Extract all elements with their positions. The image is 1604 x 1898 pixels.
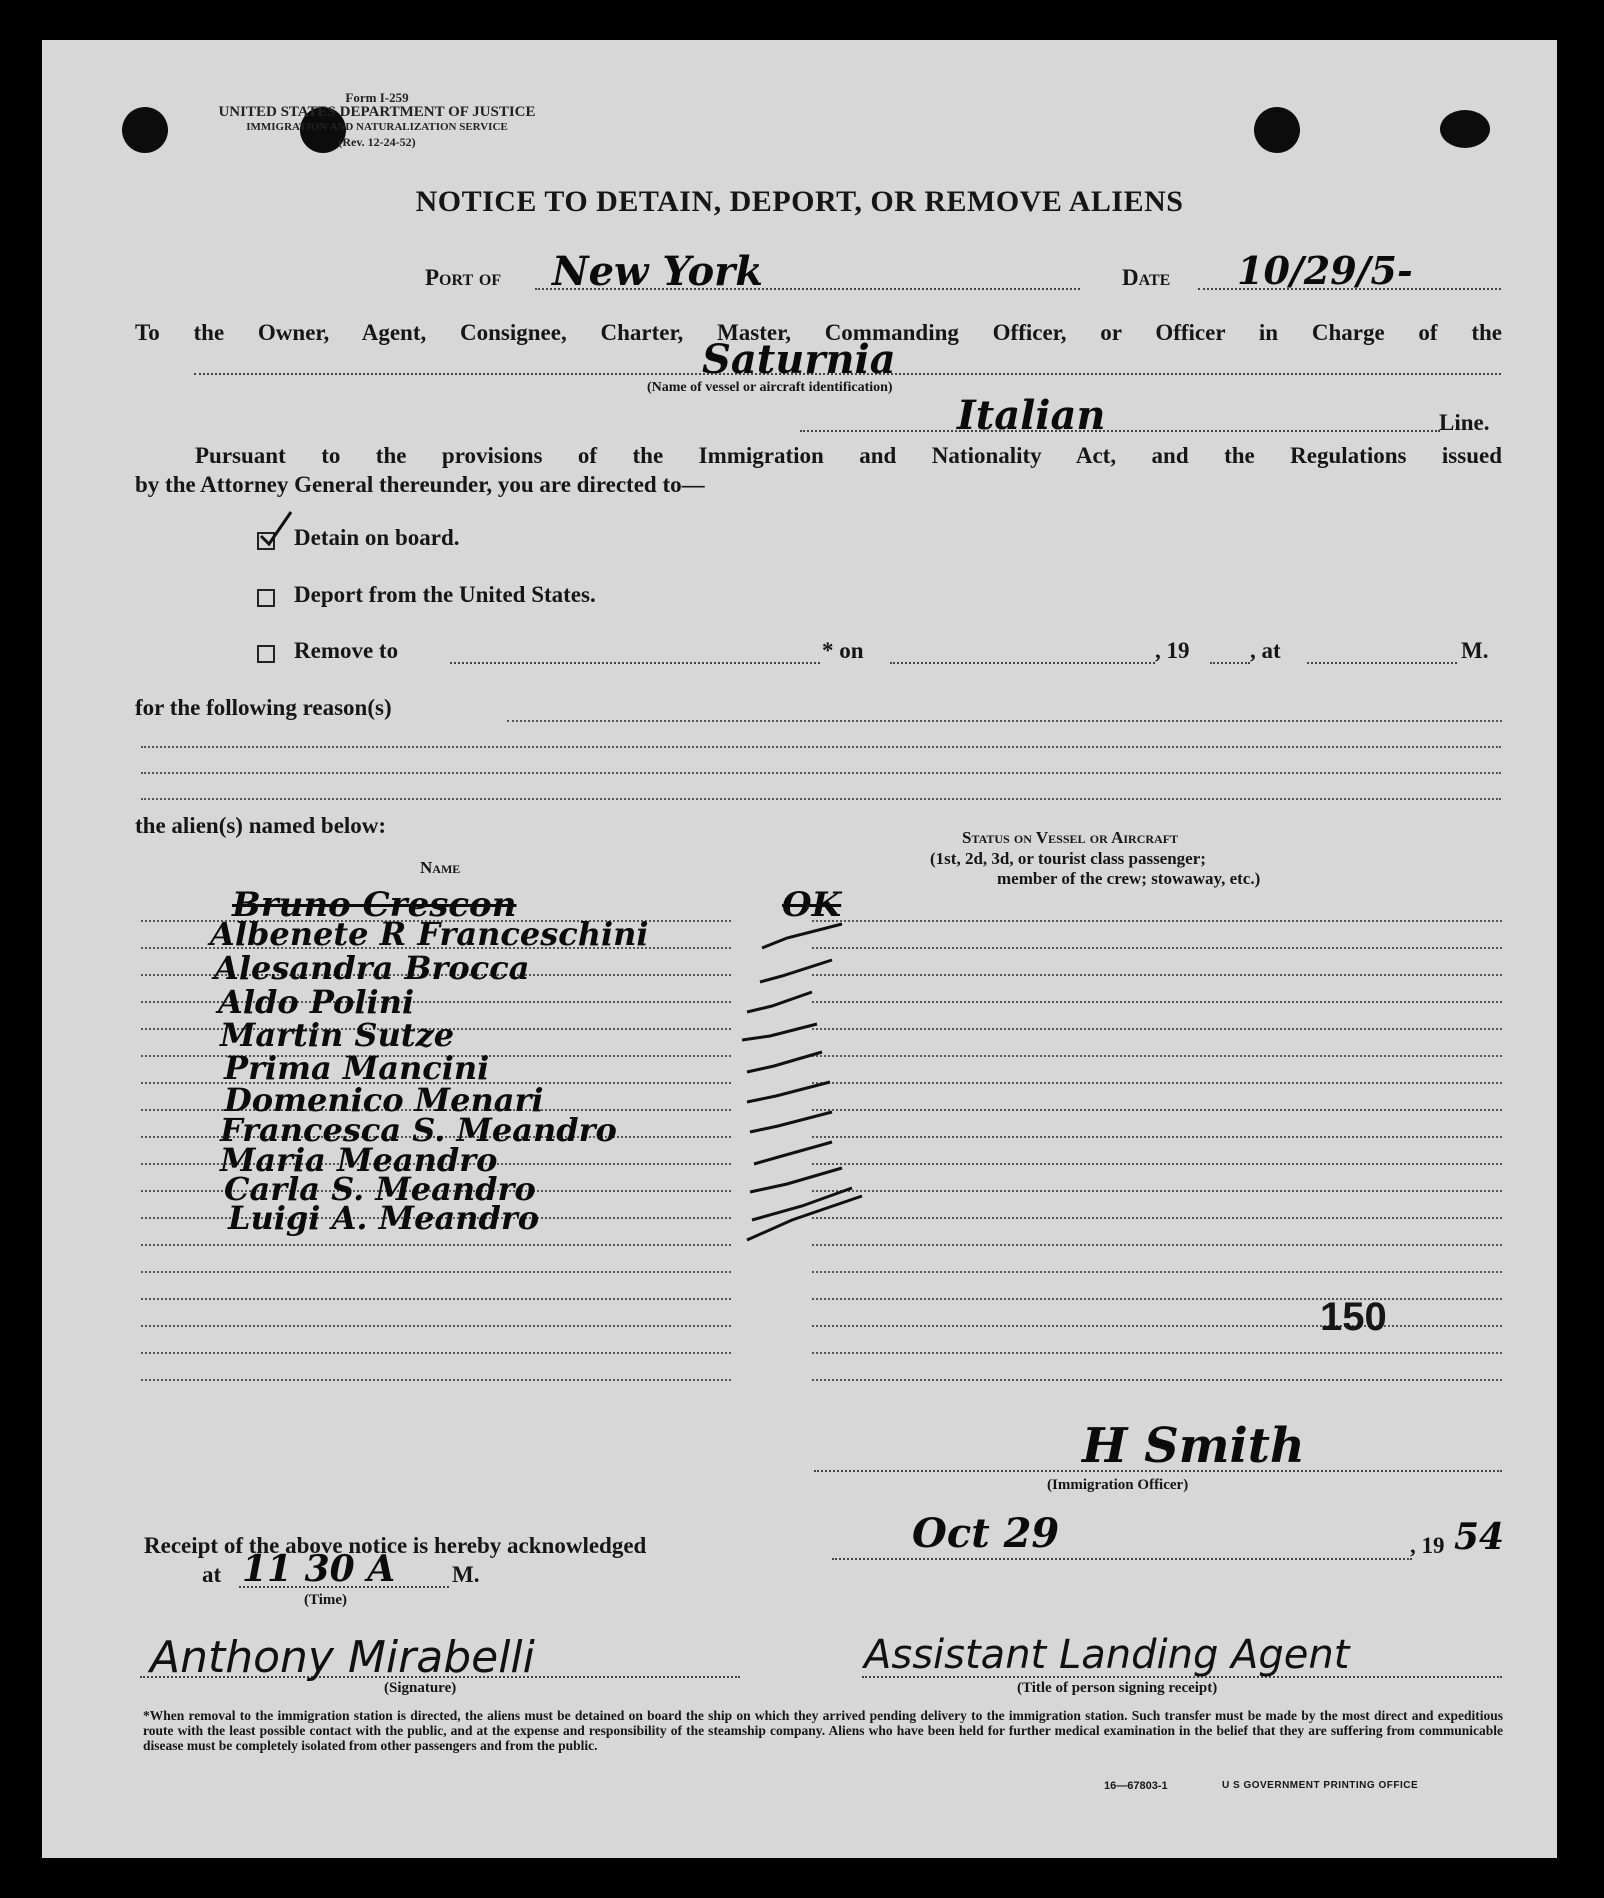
vessel-value: Saturnia (702, 336, 896, 383)
port-label: Port of (425, 265, 502, 290)
table-rule-left (141, 1298, 731, 1300)
receipt-year: 54 (1454, 1516, 1505, 1558)
shipping-line-field (800, 430, 1440, 432)
alien-name: Luigi A. Meandro (228, 1199, 540, 1237)
remove-at-label: , at (1250, 638, 1281, 663)
receipt-signature: Anthony Mirabelli (150, 1632, 535, 1683)
page-title: NOTICE TO DETAIN, DEPORT, OR REMOVE ALIENS (415, 185, 1184, 218)
alien-name: Bruno Crescon (232, 885, 517, 925)
port-value: New York (552, 248, 763, 295)
reason-line-4 (141, 798, 1501, 800)
table-rule-right (812, 1352, 1502, 1354)
at-label: at (202, 1562, 222, 1587)
remove-destination-line (450, 662, 820, 664)
agency-header (137, 90, 617, 150)
deport-checkbox[interactable] (257, 589, 275, 607)
alien-name: Carla S. Meandro (224, 1170, 536, 1208)
printer-name: U S GOVERNMENT PRINTING OFFICE (1222, 1780, 1419, 1791)
table-rule-left (141, 1379, 731, 1381)
alien-name: Domenico Menari (224, 1081, 544, 1119)
date-label: Date (1122, 265, 1171, 290)
shipping-line-value: Italian (957, 392, 1106, 439)
count-mark: 150 (1320, 1295, 1387, 1339)
reason-line-1 (507, 720, 1502, 722)
table-rule-right (812, 1379, 1502, 1381)
remove-date-line (890, 662, 1155, 664)
pursuant-text-2: by the Attorney General thereunder, you are directed to— (135, 472, 705, 497)
receipt-text: Receipt of the above notice is hereby acknowledged (144, 1533, 647, 1558)
status-subheader-2: member of the crew; stowaway, etc.) (997, 869, 1261, 888)
check-marks-icon (692, 920, 992, 1260)
table-rule-right (812, 1325, 1502, 1327)
status-column-header: Status on Vessel or Aircraft (962, 828, 1179, 847)
alien-name: Albenete R Franceschini (210, 915, 649, 953)
punch-hole-right-2 (1440, 110, 1490, 148)
addressee-text: To the Owner, Agent, Consignee, Charter, Master, Commanding Officer, or Officer in Charge of the (135, 320, 1502, 345)
reason-line-3 (141, 772, 1501, 774)
receipt-date-line (832, 1558, 1412, 1560)
pursuant-text-1: Pursuant to the provisions of the Immigration and Nationality Act, and the Regulations issued (195, 443, 1502, 468)
punch-hole-right (1254, 107, 1300, 153)
remove-label: Remove to (294, 638, 399, 663)
signature-caption: (Signature) (384, 1680, 457, 1696)
crossed-suffix: OK (782, 885, 842, 925)
remove-on-label: * on (822, 638, 864, 663)
remove-time-line (1307, 662, 1457, 664)
department-name: UNITED STATES DEPARTMENT OF JUSTICE (218, 104, 536, 120)
status-check-marks (692, 920, 992, 1260)
reason-line-2 (141, 746, 1501, 748)
printer-code: 16—67803-1 (1104, 1780, 1168, 1792)
remove-m-label: M. (1461, 638, 1489, 663)
receipt-title: Assistant Landing Agent (864, 1632, 1350, 1678)
alien-name: Maria Meandro (220, 1141, 498, 1179)
table-rule-left (141, 1352, 731, 1354)
form-sheet (42, 40, 1557, 1858)
officer-signature: H Smith (1082, 1418, 1305, 1474)
remove-year-line (1210, 662, 1250, 664)
form-number: Form I-259 (345, 90, 409, 105)
alien-name: Martin Sutze (220, 1016, 455, 1054)
service-name: IMMIGRATION AND NATURALIZATION SERVICE (246, 121, 508, 133)
vessel-caption: (Name of vessel or aircraft identification) (647, 380, 893, 395)
detain-label: Detain on board. (294, 525, 460, 550)
alien-name: Prima Mancini (224, 1049, 490, 1087)
receipt-year-prefix: , 19 (1410, 1533, 1445, 1558)
table-rule-left (141, 1244, 731, 1246)
form-revision: (Rev. 12-24-52) (338, 135, 416, 149)
deport-label: Deport from the United States. (294, 582, 596, 607)
title-caption: (Title of person signing receipt) (1017, 1680, 1218, 1696)
footnote: *When removal to the immigration station is directed, the aliens must be detained on board the ship on which they arrived pending delivery to the immigration station. Such transfer must be made by the most direct and expeditious route with the least possible contact with the public, and at the expense and responsibility of the steamship company. Aliens who have been held for further medical examination in the belief that they are suffering from communicable disease must be completely isolated from other passengers and from the public. (143, 1708, 1503, 1753)
remove-year-label: , 19 (1155, 638, 1190, 663)
alien-name: Aldo Polini (218, 983, 415, 1021)
alien-name: Alesandra Brocca (214, 949, 530, 987)
table-rule-left (141, 1271, 731, 1273)
table-rule-right (812, 1271, 1502, 1273)
officer-caption: (Immigration Officer) (1047, 1477, 1189, 1493)
status-subheader-1: (1st, 2d, 3d, or tourist class passenger; (930, 849, 1206, 868)
table-rule-right (812, 1298, 1502, 1300)
table-rule-left (141, 1325, 731, 1327)
time-caption: (Time) (304, 1592, 348, 1608)
alien-name: Francesca S. Meandro (220, 1111, 617, 1149)
name-column-header: Name (420, 858, 461, 877)
date-value: 10/29/5- (1237, 248, 1413, 293)
receipt-date: Oct 29 (912, 1510, 1060, 1557)
check-mark-icon (257, 510, 297, 550)
aliens-label: the alien(s) named below: (135, 813, 387, 838)
time-value: 11 30 A (242, 1548, 396, 1590)
m-label: M. (452, 1562, 480, 1587)
line-label: Line. (1439, 410, 1490, 435)
reasons-label: for the following reason(s) (135, 695, 392, 720)
remove-checkbox[interactable] (257, 645, 275, 663)
